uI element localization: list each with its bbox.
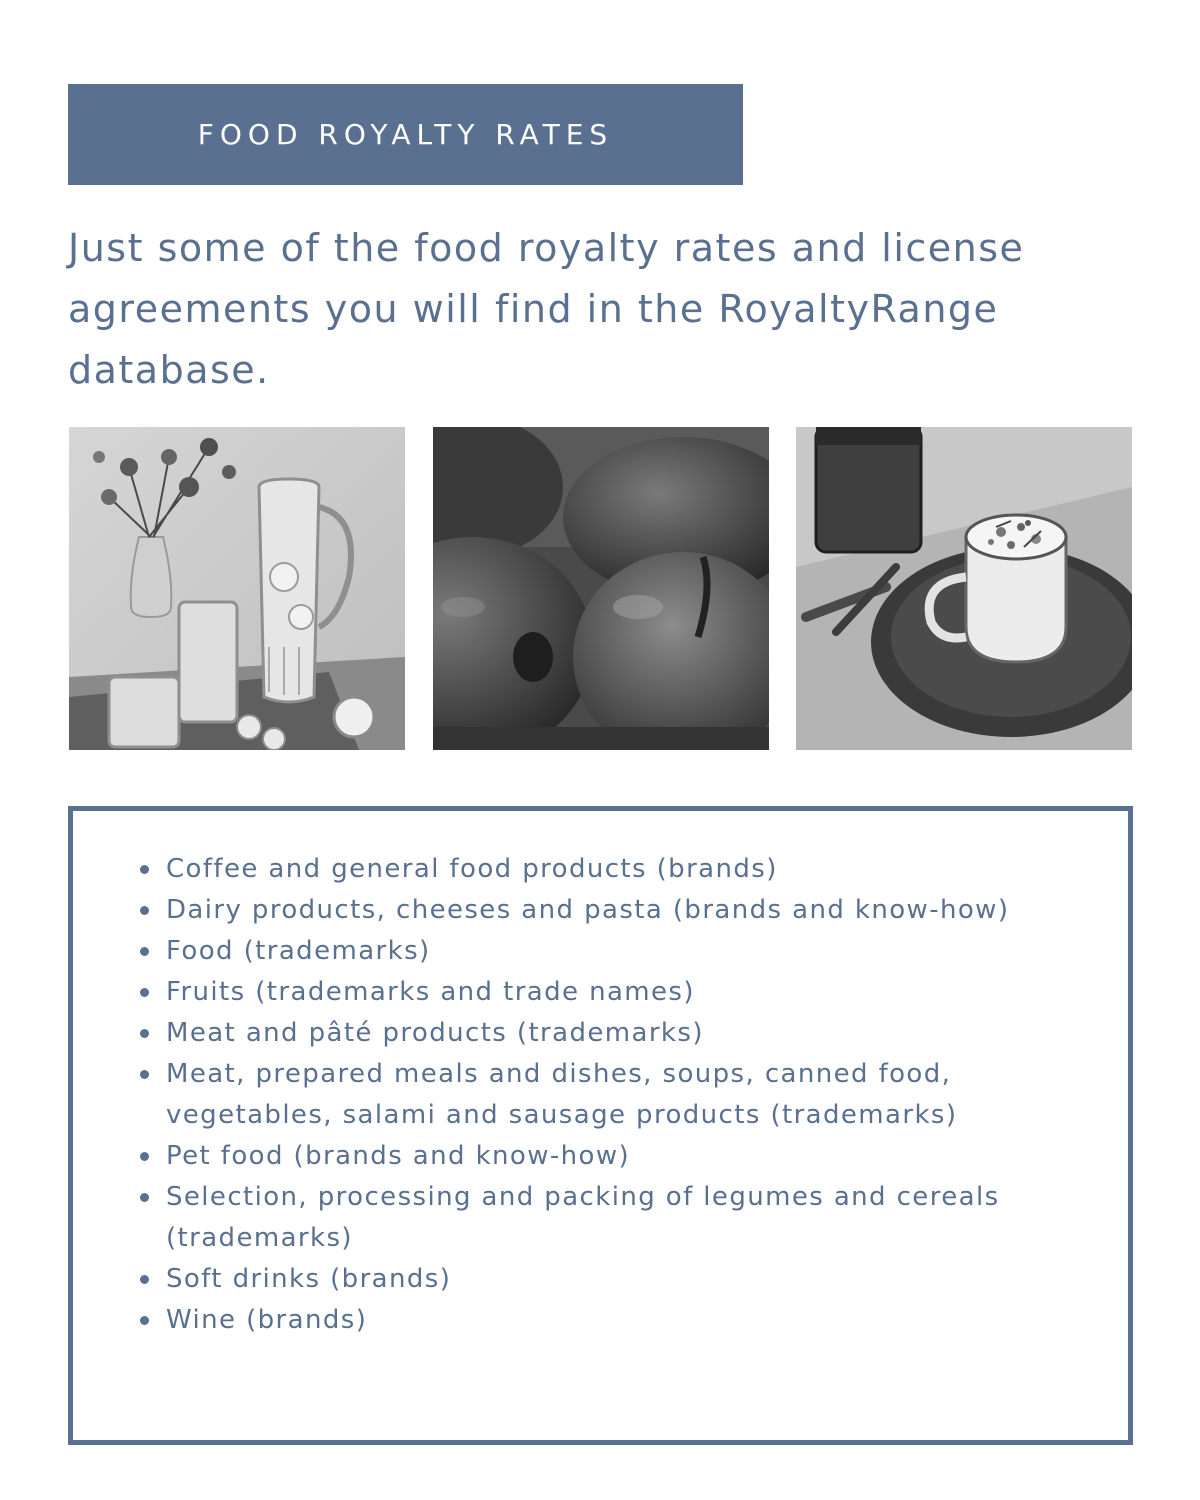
bullet-icon — [140, 1316, 149, 1325]
list-item — [136, 972, 1016, 1013]
bullet-icon — [140, 1152, 149, 1161]
list-item-text: Meat and pâté products (trademarks) — [166, 1018, 704, 1048]
list-item — [136, 1054, 1016, 1136]
list-item — [136, 1300, 1016, 1341]
page-title: FOOD ROYALTY RATES — [197, 118, 614, 151]
lemon-water-pitcher-photo — [69, 427, 405, 750]
bullet-icon — [140, 1029, 149, 1038]
list-item-text: Meat, prepared meals and dishes, soups, canned food, vegetables, salami and sausage products (trademarks) — [166, 1059, 958, 1130]
list-item-text: Dairy products, cheeses and pasta (brands and know-how) — [166, 895, 1010, 925]
list-item-text: Soft drinks (brands) — [166, 1264, 452, 1294]
list-item-text: Pet food (brands and know-how) — [166, 1141, 631, 1171]
list-item-text: Food (trademarks) — [166, 936, 431, 966]
bullet-icon — [140, 865, 149, 874]
list-item-text: Selection, processing and packing of legumes and cereals (trademarks) — [166, 1182, 1000, 1253]
title-banner — [68, 84, 743, 185]
list-item-text: Coffee and general food products (brands) — [166, 854, 778, 884]
list-item — [136, 1259, 1016, 1300]
bullet-icon — [140, 906, 149, 915]
bullet-icon — [140, 988, 149, 997]
list-item — [136, 1177, 1016, 1259]
food-categories-box — [68, 806, 1133, 1445]
bullet-icon — [140, 947, 149, 956]
bullet-icon — [140, 1193, 149, 1202]
list-item — [136, 1136, 1016, 1177]
intro-text: Just some of the food royalty rates and license agreements you will find in the RoyaltyRange database. — [68, 226, 1025, 392]
bullet-icon — [140, 1070, 149, 1079]
hot-chocolate-mug-photo — [796, 427, 1132, 750]
list-item — [136, 890, 1016, 931]
list-item — [136, 849, 1016, 890]
apples-photo — [433, 427, 769, 750]
food-categories-list — [136, 849, 1016, 1341]
list-item-text: Fruits (trademarks and trade names) — [166, 977, 695, 1007]
bullet-icon — [140, 1275, 149, 1284]
list-item-text: Wine (brands) — [166, 1305, 368, 1335]
list-item — [136, 1013, 1016, 1054]
list-item — [136, 931, 1016, 972]
